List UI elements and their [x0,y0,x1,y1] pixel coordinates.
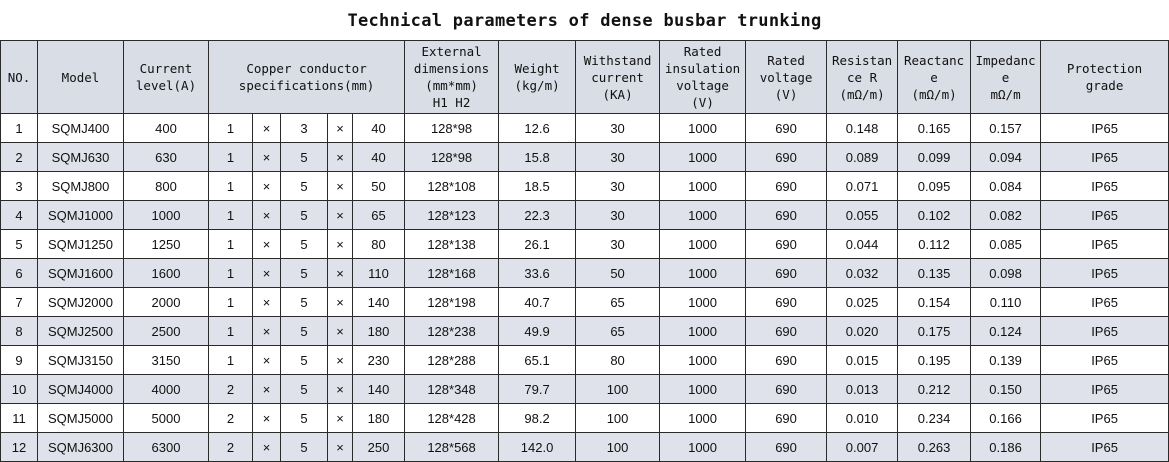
cell-times-sign: × [328,346,353,375]
cell-current: 630 [124,143,209,172]
cell-rated-voltage: 690 [746,317,827,346]
cell-resistance: 0.007 [827,433,898,462]
cell-reactance: 0.102 [898,201,971,230]
cell-conductor-thickness: 5 [281,404,328,433]
cell-current: 1000 [124,201,209,230]
header-copper-conductor: Copper conductor specifications(mm) [209,41,405,114]
cell-reactance: 0.154 [898,288,971,317]
header-resistance: Resistan ce R (mΩ/m) [827,41,898,114]
cell-insulation-voltage: 1000 [660,433,746,462]
cell-reactance: 0.112 [898,230,971,259]
cell-rated-voltage: 690 [746,288,827,317]
cell-model: SQMJ2500 [38,317,124,346]
cell-times-sign: × [253,346,281,375]
header-model: Model [38,41,124,114]
cell-insulation-voltage: 1000 [660,404,746,433]
cell-times-sign: × [328,114,353,143]
header-external-dimensions: External dimensions (mm*mm) H1 H2 [405,41,499,114]
cell-no: 6 [1,259,38,288]
table-row [1,346,1169,375]
cell-withstand-current: 100 [576,404,660,433]
cell-impedance: 0.166 [971,404,1041,433]
cell-model: SQMJ1000 [38,201,124,230]
cell-times-sign: × [328,230,353,259]
cell-reactance: 0.263 [898,433,971,462]
cell-insulation-voltage: 1000 [660,114,746,143]
cell-resistance: 0.010 [827,404,898,433]
cell-times-sign: × [253,375,281,404]
cell-model: SQMJ1250 [38,230,124,259]
cell-conductor-thickness: 5 [281,259,328,288]
cell-current: 2500 [124,317,209,346]
cell-conductor-width: 140 [353,288,405,317]
cell-external-dimensions: 128*168 [405,259,499,288]
cell-conductor-width: 250 [353,433,405,462]
cell-current: 2000 [124,288,209,317]
table-row [1,317,1169,346]
cell-reactance: 0.099 [898,143,971,172]
cell-times-sign: × [328,143,353,172]
cell-rated-voltage: 690 [746,433,827,462]
cell-current: 1600 [124,259,209,288]
table-row [1,230,1169,259]
cell-conductor-thickness: 5 [281,172,328,201]
cell-times-sign: × [253,143,281,172]
cell-current: 5000 [124,404,209,433]
table-title: Technical parameters of dense busbar trunking [347,11,822,31]
cell-rated-voltage: 690 [746,259,827,288]
cell-current: 800 [124,172,209,201]
cell-protection-grade: IP65 [1041,346,1169,375]
cell-conductor-count: 1 [209,346,253,375]
cell-no: 3 [1,172,38,201]
cell-times-sign: × [253,259,281,288]
cell-reactance: 0.135 [898,259,971,288]
cell-impedance: 0.139 [971,346,1041,375]
cell-external-dimensions: 128*98 [405,143,499,172]
cell-conductor-count: 1 [209,172,253,201]
cell-external-dimensions: 128*138 [405,230,499,259]
cell-conductor-width: 80 [353,230,405,259]
cell-impedance: 0.124 [971,317,1041,346]
cell-impedance: 0.098 [971,259,1041,288]
cell-withstand-current: 80 [576,346,660,375]
cell-model: SQMJ3150 [38,346,124,375]
header-current-level: Current level(A) [124,41,209,114]
cell-weight: 65.1 [499,346,576,375]
cell-reactance: 0.095 [898,172,971,201]
cell-insulation-voltage: 1000 [660,172,746,201]
cell-insulation-voltage: 1000 [660,259,746,288]
cell-protection-grade: IP65 [1041,172,1169,201]
table-row [1,172,1169,201]
cell-weight: 142.0 [499,433,576,462]
cell-model: SQMJ4000 [38,375,124,404]
cell-model: SQMJ800 [38,172,124,201]
cell-resistance: 0.032 [827,259,898,288]
cell-conductor-thickness: 5 [281,375,328,404]
cell-rated-voltage: 690 [746,114,827,143]
cell-withstand-current: 30 [576,143,660,172]
cell-impedance: 0.157 [971,114,1041,143]
cell-model: SQMJ5000 [38,404,124,433]
cell-model: SQMJ400 [38,114,124,143]
cell-insulation-voltage: 1000 [660,346,746,375]
cell-withstand-current: 30 [576,201,660,230]
cell-no: 7 [1,288,38,317]
cell-conductor-width: 65 [353,201,405,230]
cell-resistance: 0.015 [827,346,898,375]
cell-withstand-current: 50 [576,259,660,288]
cell-times-sign: × [328,375,353,404]
cell-protection-grade: IP65 [1041,288,1169,317]
cell-model: SQMJ630 [38,143,124,172]
cell-withstand-current: 100 [576,375,660,404]
cell-conductor-count: 1 [209,317,253,346]
cell-insulation-voltage: 1000 [660,201,746,230]
cell-current: 6300 [124,433,209,462]
cell-impedance: 0.084 [971,172,1041,201]
cell-weight: 49.9 [499,317,576,346]
cell-resistance: 0.013 [827,375,898,404]
header-withstand-current: Withstand current (KA) [576,41,660,114]
cell-protection-grade: IP65 [1041,143,1169,172]
cell-rated-voltage: 690 [746,230,827,259]
busbar-parameters-table [0,40,1169,462]
cell-withstand-current: 65 [576,317,660,346]
cell-rated-voltage: 690 [746,201,827,230]
cell-conductor-width: 110 [353,259,405,288]
cell-protection-grade: IP65 [1041,230,1169,259]
cell-weight: 12.6 [499,114,576,143]
cell-weight: 40.7 [499,288,576,317]
cell-resistance: 0.089 [827,143,898,172]
cell-impedance: 0.082 [971,201,1041,230]
cell-resistance: 0.044 [827,230,898,259]
cell-conductor-thickness: 5 [281,201,328,230]
cell-conductor-width: 50 [353,172,405,201]
cell-conductor-thickness: 5 [281,143,328,172]
cell-conductor-thickness: 5 [281,317,328,346]
cell-times-sign: × [328,201,353,230]
header-protection-grade: Protection grade [1041,41,1169,114]
cell-conductor-count: 1 [209,114,253,143]
cell-no: 12 [1,433,38,462]
cell-resistance: 0.020 [827,317,898,346]
cell-conductor-width: 180 [353,404,405,433]
cell-no: 11 [1,404,38,433]
cell-protection-grade: IP65 [1041,375,1169,404]
cell-conductor-count: 1 [209,143,253,172]
cell-conductor-thickness: 5 [281,346,328,375]
header-weight: Weight (kg/m) [499,41,576,114]
cell-conductor-thickness: 5 [281,230,328,259]
header-no: NO. [1,41,38,114]
cell-insulation-voltage: 1000 [660,230,746,259]
cell-no: 4 [1,201,38,230]
cell-conductor-thickness: 5 [281,433,328,462]
cell-weight: 79.7 [499,375,576,404]
cell-weight: 22.3 [499,201,576,230]
cell-current: 4000 [124,375,209,404]
cell-external-dimensions: 128*123 [405,201,499,230]
cell-rated-voltage: 690 [746,346,827,375]
cell-insulation-voltage: 1000 [660,375,746,404]
table-row [1,288,1169,317]
cell-external-dimensions: 128*98 [405,114,499,143]
cell-times-sign: × [253,201,281,230]
cell-times-sign: × [328,259,353,288]
cell-weight: 98.2 [499,404,576,433]
cell-times-sign: × [253,230,281,259]
cell-withstand-current: 30 [576,172,660,201]
cell-current: 1250 [124,230,209,259]
cell-times-sign: × [253,433,281,462]
cell-model: SQMJ2000 [38,288,124,317]
cell-impedance: 0.085 [971,230,1041,259]
header-rated-voltage: Rated voltage (V) [746,41,827,114]
cell-no: 1 [1,114,38,143]
cell-times-sign: × [253,288,281,317]
table-row [1,143,1169,172]
table-row [1,114,1169,143]
cell-times-sign: × [253,317,281,346]
cell-external-dimensions: 128*108 [405,172,499,201]
cell-times-sign: × [253,404,281,433]
cell-reactance: 0.195 [898,346,971,375]
cell-no: 10 [1,375,38,404]
cell-times-sign: × [328,404,353,433]
cell-conductor-count: 2 [209,404,253,433]
cell-external-dimensions: 128*238 [405,317,499,346]
cell-times-sign: × [253,172,281,201]
table-row [1,375,1169,404]
cell-insulation-voltage: 1000 [660,317,746,346]
cell-current: 3150 [124,346,209,375]
cell-weight: 15.8 [499,143,576,172]
table-row [1,259,1169,288]
cell-insulation-voltage: 1000 [660,288,746,317]
header-rated-insulation-voltage: Rated insulation voltage (V) [660,41,746,114]
cell-resistance: 0.071 [827,172,898,201]
cell-conductor-count: 1 [209,230,253,259]
cell-rated-voltage: 690 [746,404,827,433]
header-row [1,41,1169,114]
cell-conductor-width: 40 [353,114,405,143]
cell-conductor-count: 1 [209,201,253,230]
cell-external-dimensions: 128*348 [405,375,499,404]
table-row [1,201,1169,230]
cell-resistance: 0.148 [827,114,898,143]
cell-times-sign: × [328,317,353,346]
cell-protection-grade: IP65 [1041,201,1169,230]
cell-protection-grade: IP65 [1041,317,1169,346]
cell-weight: 26.1 [499,230,576,259]
header-impedance: Impedanc e mΩ/m [971,41,1041,114]
cell-withstand-current: 30 [576,114,660,143]
cell-no: 5 [1,230,38,259]
cell-no: 8 [1,317,38,346]
cell-times-sign: × [328,288,353,317]
cell-model: SQMJ6300 [38,433,124,462]
cell-external-dimensions: 128*568 [405,433,499,462]
cell-withstand-current: 65 [576,288,660,317]
cell-conductor-width: 140 [353,375,405,404]
cell-no: 9 [1,346,38,375]
cell-protection-grade: IP65 [1041,114,1169,143]
cell-times-sign: × [253,114,281,143]
cell-weight: 33.6 [499,259,576,288]
cell-model: SQMJ1600 [38,259,124,288]
cell-withstand-current: 100 [576,433,660,462]
cell-protection-grade: IP65 [1041,404,1169,433]
cell-rated-voltage: 690 [746,172,827,201]
cell-conductor-thickness: 5 [281,288,328,317]
cell-protection-grade: IP65 [1041,259,1169,288]
cell-rated-voltage: 690 [746,143,827,172]
table-row [1,404,1169,433]
cell-external-dimensions: 128*428 [405,404,499,433]
header-reactance: Reactanc e (mΩ/m) [898,41,971,114]
cell-external-dimensions: 128*198 [405,288,499,317]
cell-external-dimensions: 128*288 [405,346,499,375]
cell-impedance: 0.094 [971,143,1041,172]
cell-insulation-voltage: 1000 [660,143,746,172]
cell-conductor-count: 2 [209,433,253,462]
cell-weight: 18.5 [499,172,576,201]
cell-impedance: 0.186 [971,433,1041,462]
cell-conductor-width: 230 [353,346,405,375]
cell-conductor-width: 180 [353,317,405,346]
cell-resistance: 0.055 [827,201,898,230]
cell-conductor-count: 2 [209,375,253,404]
cell-times-sign: × [328,172,353,201]
cell-impedance: 0.150 [971,375,1041,404]
cell-conductor-thickness: 3 [281,114,328,143]
cell-conductor-width: 40 [353,143,405,172]
cell-conductor-count: 1 [209,259,253,288]
cell-times-sign: × [328,433,353,462]
cell-current: 400 [124,114,209,143]
cell-reactance: 0.212 [898,375,971,404]
cell-withstand-current: 30 [576,230,660,259]
table-row [1,433,1169,462]
cell-reactance: 0.234 [898,404,971,433]
cell-no: 2 [1,143,38,172]
cell-reactance: 0.175 [898,317,971,346]
cell-conductor-count: 1 [209,288,253,317]
cell-protection-grade: IP65 [1041,433,1169,462]
cell-reactance: 0.165 [898,114,971,143]
cell-impedance: 0.110 [971,288,1041,317]
cell-resistance: 0.025 [827,288,898,317]
cell-rated-voltage: 690 [746,375,827,404]
